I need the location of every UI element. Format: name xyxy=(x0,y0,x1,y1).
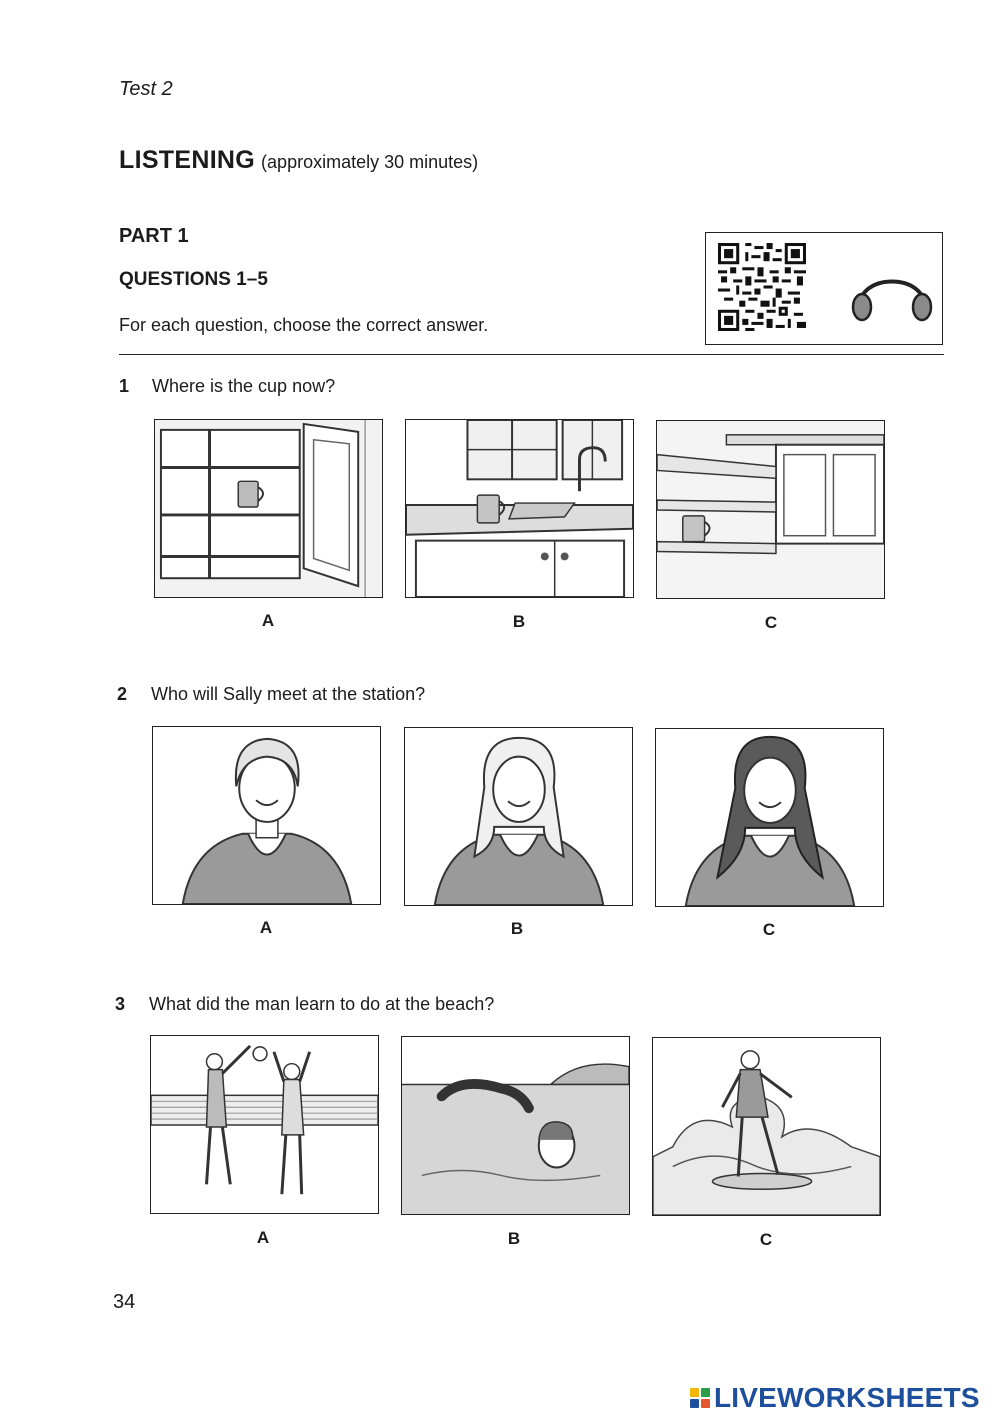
question-number: 2 xyxy=(117,684,128,704)
brand-name: LIVEWORKSHEETS xyxy=(714,1382,980,1413)
option-image-woman-short-hair[interactable] xyxy=(152,726,381,905)
audio-box xyxy=(705,232,943,345)
option-image-woman-long-blonde-hair[interactable] xyxy=(404,727,633,906)
question-number: 3 xyxy=(115,994,126,1014)
option-image-beach-volleyball[interactable] xyxy=(150,1035,379,1214)
option-label: B xyxy=(507,1229,521,1248)
option-label: C xyxy=(762,920,776,939)
instruction-text: For each question, choose the correct answer. xyxy=(119,315,489,335)
question-text: Who will Sally meet at the station? xyxy=(151,684,426,704)
option-image-cup-on-shelf[interactable] xyxy=(656,420,885,599)
option-label: C xyxy=(764,613,778,632)
question-text: What did the man learn to do at the beach? xyxy=(149,994,495,1014)
option-image-surfing[interactable] xyxy=(652,1037,881,1216)
option-label: B xyxy=(512,612,526,631)
section-subtitle: (approximately 30 minutes) xyxy=(261,152,479,172)
brand-blocks-icon xyxy=(690,1388,710,1408)
section-title xyxy=(119,146,478,175)
option-image-swimming[interactable] xyxy=(401,1036,630,1215)
option-label: A xyxy=(259,918,273,937)
option-label: A xyxy=(256,1228,270,1247)
option-image-woman-long-dark-hair[interactable] xyxy=(655,728,884,907)
header-divider xyxy=(119,354,944,355)
option-label: A xyxy=(261,611,275,630)
question-number: 1 xyxy=(119,376,130,396)
question-text: Where is the cup now? xyxy=(152,376,336,396)
option-image-cup-by-sink[interactable] xyxy=(405,419,634,598)
section-title-text: LISTENING xyxy=(119,146,256,174)
page-number: 34 xyxy=(113,1291,136,1313)
questions-range: QUESTIONS 1–5 xyxy=(119,269,268,290)
qr-code-icon[interactable] xyxy=(718,243,806,331)
option-label: B xyxy=(510,919,524,938)
liveworksheets-logo[interactable] xyxy=(690,1382,980,1414)
part-title: PART 1 xyxy=(119,225,189,247)
headphones-icon xyxy=(848,255,936,327)
option-label: C xyxy=(759,1230,773,1249)
option-image-cup-in-cupboard[interactable] xyxy=(154,419,383,598)
test-label: Test 2 xyxy=(119,78,173,100)
